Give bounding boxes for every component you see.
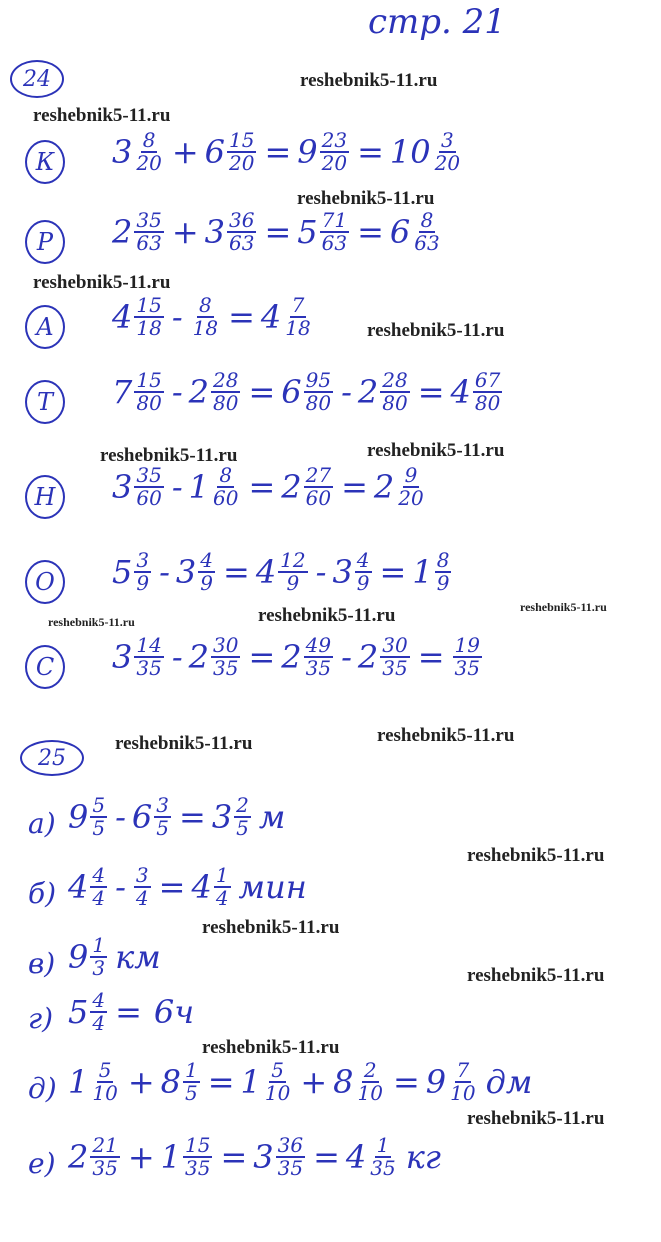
fraction: [90, 935, 107, 979]
fraction: [276, 1135, 305, 1179]
numerator: 4: [92, 988, 106, 1012]
whole-number: 5: [112, 553, 133, 591]
whole-number: 4: [260, 298, 282, 336]
operator: -: [171, 298, 183, 336]
operator: =: [357, 133, 384, 171]
fraction: [214, 865, 231, 909]
fraction: [473, 370, 502, 414]
denominator: 9: [136, 571, 150, 595]
denominator: 35: [305, 656, 332, 680]
numerator: 36: [277, 1133, 304, 1157]
numerator: 23: [321, 128, 348, 152]
fraction: [211, 370, 240, 414]
whole-number: 2: [281, 638, 302, 676]
denominator: 3: [92, 956, 106, 980]
whole-number: 6: [281, 373, 302, 411]
denominator: 63: [228, 231, 255, 255]
operator: =: [417, 638, 445, 676]
operator: +: [171, 213, 199, 251]
fraction: [134, 465, 163, 509]
operator: =: [417, 373, 445, 411]
whole-number: 9: [297, 133, 318, 171]
numerator: 12: [280, 548, 306, 572]
fraction: [227, 130, 256, 174]
whole-number: 6: [389, 213, 411, 251]
numerator: 2: [363, 1058, 377, 1082]
whole-number: 9: [68, 798, 89, 836]
operator: мин: [238, 868, 307, 906]
numerator: 15: [136, 368, 162, 392]
fraction: [356, 1060, 385, 1104]
fraction: [304, 465, 333, 509]
whole-number: 6: [204, 133, 225, 171]
numerator: 67: [474, 368, 501, 392]
numerator: 35: [136, 208, 162, 232]
fraction: [435, 550, 452, 594]
whole-number: 2: [112, 213, 133, 251]
whole-number: 3: [253, 1138, 274, 1176]
row-letter: Р: [25, 220, 65, 264]
operator: =: [228, 298, 255, 336]
denominator: 63: [414, 231, 440, 255]
watermark: reshebnik5-11.ru: [367, 320, 505, 341]
numerator: 5: [98, 1058, 112, 1082]
numerator: 35: [136, 463, 162, 487]
whole-number: 1: [240, 1063, 261, 1101]
denominator: 35: [370, 1156, 396, 1180]
fraction: [448, 1060, 477, 1104]
watermark: reshebnik5-11.ru: [33, 105, 171, 126]
fraction: [134, 130, 163, 174]
denominator: 10: [264, 1081, 291, 1105]
fraction: [320, 210, 349, 254]
row-letter: О: [25, 560, 65, 604]
operator: дм: [485, 1063, 533, 1101]
fraction: [134, 865, 151, 909]
numerator: 21: [92, 1133, 118, 1157]
operator: -: [315, 553, 327, 591]
operator: =: [357, 213, 384, 251]
operator: -: [159, 553, 170, 591]
numerator: 49: [305, 633, 332, 657]
task-24-number: 24: [10, 60, 64, 98]
operator: =: [313, 1138, 340, 1176]
equation: [68, 1060, 538, 1104]
page-header: стр. 21: [368, 2, 506, 42]
whole-number: 1: [188, 468, 209, 506]
row-label: а): [28, 807, 56, 840]
fraction: [90, 990, 107, 1034]
fraction: [134, 370, 163, 414]
operator: =: [248, 638, 276, 676]
denominator: 35: [92, 1156, 118, 1180]
fraction: [304, 370, 333, 414]
denominator: 80: [136, 391, 162, 415]
equation: [112, 465, 428, 509]
equation: [68, 795, 291, 839]
denominator: 63: [321, 231, 348, 255]
whole-number: 4: [112, 298, 133, 336]
watermark: reshebnik5-11.ru: [367, 440, 505, 461]
operator: =: [158, 868, 186, 906]
numerator: 4: [200, 548, 213, 572]
fraction: [453, 635, 482, 679]
watermark: reshebnik5-11.ru: [48, 615, 135, 629]
whole-number: 2: [357, 638, 379, 676]
row-letter: С: [25, 645, 65, 689]
operator: -: [171, 373, 183, 411]
denominator: 5: [184, 1081, 198, 1105]
equation: [112, 210, 444, 254]
fraction: [183, 1135, 212, 1179]
fraction: [134, 210, 163, 254]
denominator: 35: [382, 656, 408, 680]
numerator: 1: [215, 863, 229, 887]
denominator: 4: [215, 886, 229, 910]
operator: 6ч: [153, 993, 195, 1031]
denominator: 4: [92, 886, 106, 910]
whole-number: 4: [68, 868, 89, 906]
fraction: [355, 550, 372, 594]
numerator: 8: [219, 463, 233, 487]
denominator: 80: [212, 391, 239, 415]
fraction: [134, 635, 163, 679]
numerator: 7: [456, 1058, 470, 1082]
row-letter: Н: [25, 475, 65, 519]
fraction: [320, 130, 349, 174]
numerator: 30: [212, 633, 239, 657]
watermark: reshebnik5-11.ru: [100, 445, 238, 466]
denominator: 5: [236, 816, 249, 840]
whole-number: 2: [281, 468, 302, 506]
whole-number: 3: [175, 553, 197, 591]
numerator: 95: [305, 368, 332, 392]
denominator: 18: [136, 316, 162, 340]
numerator: 14: [136, 633, 162, 657]
fraction: [234, 795, 251, 839]
operator: +: [171, 133, 199, 171]
equation: [68, 865, 313, 909]
denominator: 20: [228, 151, 255, 175]
row-letter: А: [25, 305, 65, 349]
watermark: reshebnik5-11.ru: [467, 965, 605, 986]
whole-number: 1: [412, 553, 433, 591]
denominator: 80: [474, 391, 501, 415]
operator: -: [115, 868, 126, 906]
numerator: 4: [92, 863, 106, 887]
denominator: 18: [285, 316, 311, 340]
numerator: 1: [184, 1058, 198, 1082]
numerator: 7: [291, 293, 305, 317]
fraction: [368, 1135, 397, 1179]
numerator: 1: [376, 1133, 390, 1157]
whole-number: 4: [345, 1138, 367, 1176]
numerator: 71: [321, 208, 348, 232]
fraction: [283, 295, 312, 339]
numerator: 1: [92, 933, 106, 957]
denominator: 4: [92, 1011, 106, 1035]
numerator: 8: [198, 293, 212, 317]
fraction: [134, 295, 163, 339]
operator: =: [220, 1138, 248, 1176]
denominator: 9: [436, 571, 450, 595]
denominator: 9: [200, 571, 213, 595]
whole-number: 3: [112, 638, 133, 676]
numerator: 28: [382, 368, 408, 392]
operator: кг: [405, 1138, 441, 1176]
whole-number: 2: [68, 1138, 89, 1176]
watermark: reshebnik5-11.ru: [202, 917, 340, 938]
whole-number: 2: [188, 638, 209, 676]
equation: [112, 635, 484, 679]
row-label: в): [28, 947, 56, 980]
operator: =: [223, 553, 250, 591]
denominator: 10: [92, 1081, 118, 1105]
operator: =: [179, 798, 206, 836]
whole-number: 9: [425, 1063, 447, 1101]
equation: [112, 130, 464, 174]
whole-number: 4: [191, 868, 212, 906]
watermark: reshebnik5-11.ru: [202, 1037, 340, 1058]
equation: [68, 935, 167, 979]
row-letter: К: [25, 140, 65, 184]
denominator: 5: [92, 816, 106, 840]
fraction: [396, 465, 425, 509]
watermark: reshebnik5-11.ru: [33, 272, 171, 293]
numerator: 19: [454, 633, 480, 657]
whole-number: 4: [255, 553, 277, 591]
denominator: 10: [450, 1081, 476, 1105]
numerator: 5: [92, 793, 106, 817]
fraction: [227, 210, 256, 254]
fraction: [211, 635, 240, 679]
operator: -: [115, 798, 126, 836]
numerator: 8: [420, 208, 434, 232]
whole-number: 3: [112, 133, 133, 171]
denominator: 4: [135, 886, 149, 910]
fraction: [412, 210, 441, 254]
numerator: 3: [440, 128, 454, 152]
operator: =: [115, 993, 142, 1031]
denominator: 20: [434, 151, 461, 175]
numerator: 4: [356, 548, 370, 572]
watermark: reshebnik5-11.ru: [377, 725, 515, 746]
watermark: reshebnik5-11.ru: [467, 845, 605, 866]
denominator: 63: [136, 231, 162, 255]
whole-number: 1: [68, 1063, 89, 1101]
operator: -: [341, 373, 352, 411]
fraction: [304, 635, 333, 679]
task-25-number: 25: [20, 740, 84, 776]
denominator: 18: [192, 316, 219, 340]
watermark: reshebnik5-11.ru: [258, 605, 396, 626]
denominator: 35: [454, 656, 480, 680]
denominator: 10: [357, 1081, 383, 1105]
whole-number: 3: [332, 553, 353, 591]
operator: =: [264, 213, 292, 251]
whole-number: 2: [188, 373, 209, 411]
fraction: [154, 795, 171, 839]
row-letter: Т: [25, 380, 65, 424]
operator: =: [379, 553, 407, 591]
numerator: 9: [404, 463, 418, 487]
fraction: [183, 1060, 200, 1104]
whole-number: 6: [131, 798, 153, 836]
whole-number: 1: [160, 1138, 181, 1176]
row-label: е): [28, 1147, 56, 1180]
numerator: 5: [271, 1058, 284, 1082]
operator: +: [127, 1138, 155, 1176]
denominator: 20: [136, 151, 162, 175]
denominator: 20: [398, 486, 424, 510]
denominator: 35: [136, 656, 162, 680]
denominator: 60: [212, 486, 239, 510]
denominator: 80: [305, 391, 332, 415]
denominator: 9: [286, 571, 300, 595]
operator: +: [300, 1063, 328, 1101]
fraction: [380, 370, 409, 414]
whole-number: 3: [204, 213, 225, 251]
numerator: 30: [382, 633, 408, 657]
fraction: [134, 550, 151, 594]
row-label: г): [28, 1002, 54, 1035]
watermark: reshebnik5-11.ru: [520, 600, 607, 614]
operator: =: [341, 468, 368, 506]
equation: [112, 370, 504, 414]
denominator: 35: [212, 656, 239, 680]
fraction: [263, 1060, 292, 1104]
operator: -: [171, 468, 183, 506]
whole-number: 8: [333, 1063, 354, 1101]
denominator: 60: [136, 486, 162, 510]
equation: [112, 550, 453, 594]
whole-number: 2: [357, 373, 379, 411]
numerator: 8: [142, 128, 156, 152]
numerator: 28: [212, 368, 239, 392]
whole-number: 10: [389, 133, 431, 171]
fraction: [211, 465, 240, 509]
whole-number: 9: [68, 938, 89, 976]
watermark: reshebnik5-11.ru: [467, 1108, 605, 1129]
watermark: reshebnik5-11.ru: [115, 733, 253, 754]
operator: -: [171, 638, 183, 676]
numerator: 15: [228, 128, 255, 152]
operator: +: [127, 1063, 155, 1101]
operator: =: [248, 373, 276, 411]
operator: м: [258, 798, 286, 836]
equation: [68, 990, 200, 1034]
row-label: д): [28, 1072, 57, 1105]
fraction: [380, 635, 409, 679]
numerator: 3: [156, 793, 169, 817]
numerator: 15: [136, 293, 162, 317]
whole-number: 3: [211, 798, 233, 836]
fraction: [90, 795, 107, 839]
denominator: 35: [184, 1156, 211, 1180]
whole-number: 5: [68, 993, 89, 1031]
fraction: [90, 1060, 119, 1104]
denominator: 60: [305, 486, 332, 510]
whole-number: 8: [160, 1063, 181, 1101]
denominator: 5: [156, 816, 169, 840]
watermark: reshebnik5-11.ru: [300, 70, 438, 91]
row-label: б): [28, 877, 57, 910]
fraction: [278, 550, 307, 594]
numerator: 15: [184, 1133, 211, 1157]
operator: -: [341, 638, 352, 676]
numerator: 2: [236, 793, 249, 817]
fraction: [191, 295, 220, 339]
whole-number: 7: [112, 373, 133, 411]
numerator: 36: [228, 208, 255, 232]
operator: =: [207, 1063, 235, 1101]
numerator: 3: [135, 863, 149, 887]
operator: =: [264, 133, 292, 171]
whole-number: 5: [297, 213, 318, 251]
numerator: 3: [136, 548, 150, 572]
watermark: reshebnik5-11.ru: [297, 188, 435, 209]
operator: =: [392, 1063, 420, 1101]
fraction: [90, 1135, 119, 1179]
fraction: [198, 550, 215, 594]
equation: [68, 1135, 447, 1179]
equation: [112, 295, 315, 339]
denominator: 80: [382, 391, 408, 415]
whole-number: 3: [112, 468, 133, 506]
fraction: [90, 865, 107, 909]
denominator: 35: [277, 1156, 304, 1180]
denominator: 20: [321, 151, 348, 175]
operator: км: [115, 938, 161, 976]
denominator: 9: [356, 571, 370, 595]
numerator: 27: [305, 463, 332, 487]
fraction: [433, 130, 462, 174]
whole-number: 2: [373, 468, 395, 506]
numerator: 8: [436, 548, 450, 572]
operator: =: [248, 468, 276, 506]
whole-number: 4: [450, 373, 471, 411]
